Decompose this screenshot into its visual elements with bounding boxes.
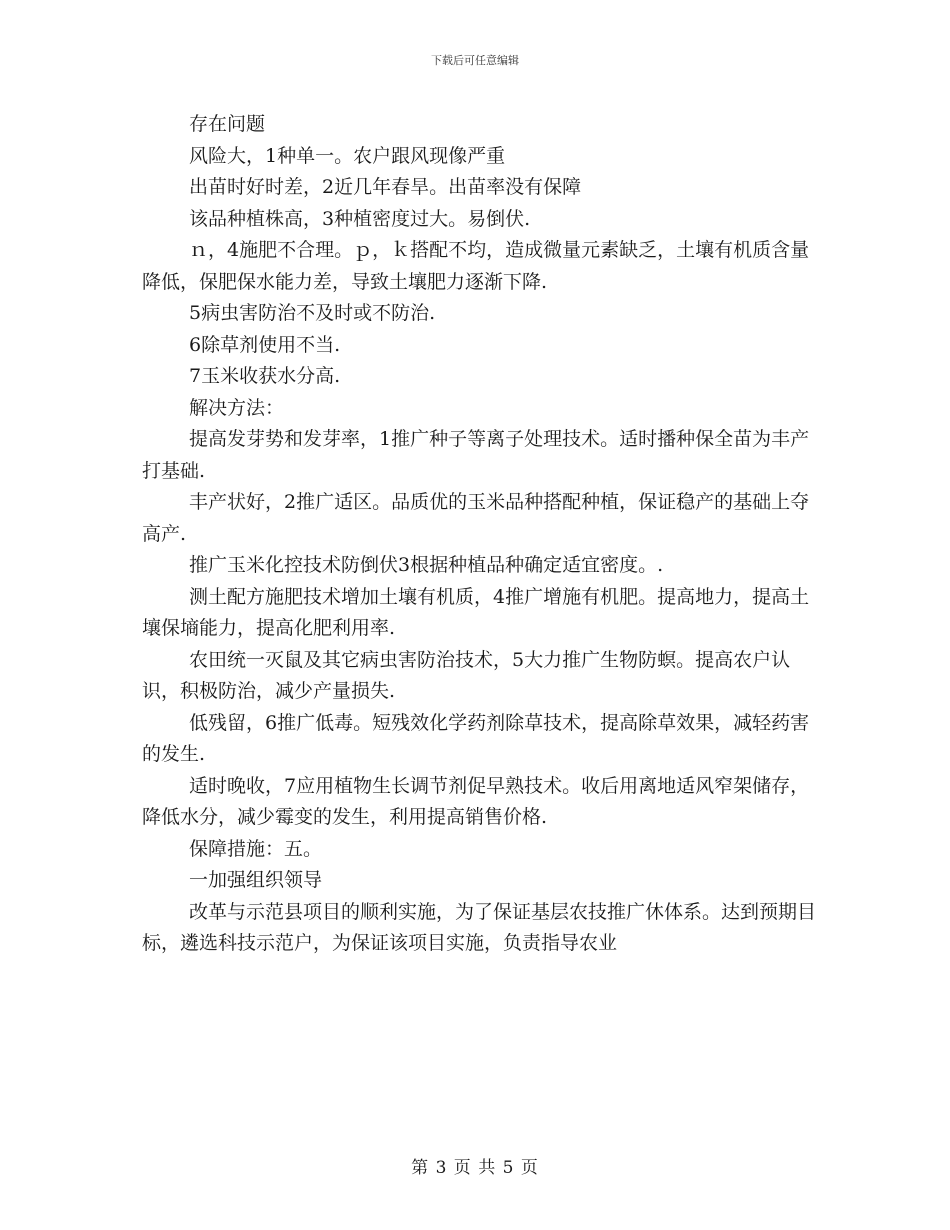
paragraph: 丰产状好，2推广适区。品质优的玉米品种搭配种植，保证稳产的基础上夺高产. [142, 491, 810, 545]
page-header: 下载后可任意编辑 [431, 54, 519, 67]
paragraph: 7玉米收获水分高. [189, 365, 341, 387]
page-footer: 第 3 页 共 5 页 [411, 1158, 539, 1178]
section-heading-problems: 存在问题 [189, 113, 266, 135]
paragraph: 5病虫害防治不及时或不防治. [189, 302, 436, 324]
paragraph: 6除草剂使用不当. [189, 333, 341, 356]
paragraph: 测土配方施肥技术增加土壤有机质，4推广增施有机肥。提高地力，提高土壤保墒能力，提高化肥利用率. [142, 585, 810, 639]
paragraph: 低残留，6推广低毒。短残效化学药剂除草技术，提高除草效果，减轻药害的发生. [142, 711, 810, 765]
paragraph: 推广玉米化控技术防倒伏3根据种植品种确定适宜密度。. [189, 554, 664, 576]
paragraph: 农田统一灭鼠及其它病虫害防治技术，5大力推广生物防螟。提高农户认识，积极防治，减少产量损失. [142, 648, 791, 702]
paragraph: 出苗时好时差，2近几年春旱。出苗率没有保障 [189, 176, 582, 198]
paragraph: 适时晚收，7应用植物生长调节剂促早熟技术。收后用离地适风窄架储存，降低水分，减少霉变的发生，利用提高销售价格. [142, 774, 810, 828]
paragraph: 提高发芽势和发芽率，1推广种子等离子处理技术。适时播种保全苗为丰产打基础. [142, 428, 810, 482]
subsection-heading: 一加强组织领导 [189, 869, 323, 891]
paragraph: 改革与示范县项目的顺利实施，为了保证基层农技推广休体系。达到预期目标，遴选科技示范户，为保证该项目实施，负责指导农业 [142, 900, 817, 954]
document-body [142, 109, 822, 960]
paragraph: 该品种植株高，3种植密度过大。易倒伏. [189, 207, 531, 230]
paragraph: 风险大，1种单一。农户跟风现像严重 [189, 144, 506, 167]
section-heading-measures: 保障措施：五。 [189, 837, 323, 860]
section-heading-solutions: 解决方法： [189, 396, 285, 419]
paragraph: ｎ，4施肥不合理。ｐ，ｋ搭配不均，造成微量元素缺乏，土壤有机质含量降低，保肥保水能力差，导致土壤肥力逐渐下降. [142, 239, 810, 293]
